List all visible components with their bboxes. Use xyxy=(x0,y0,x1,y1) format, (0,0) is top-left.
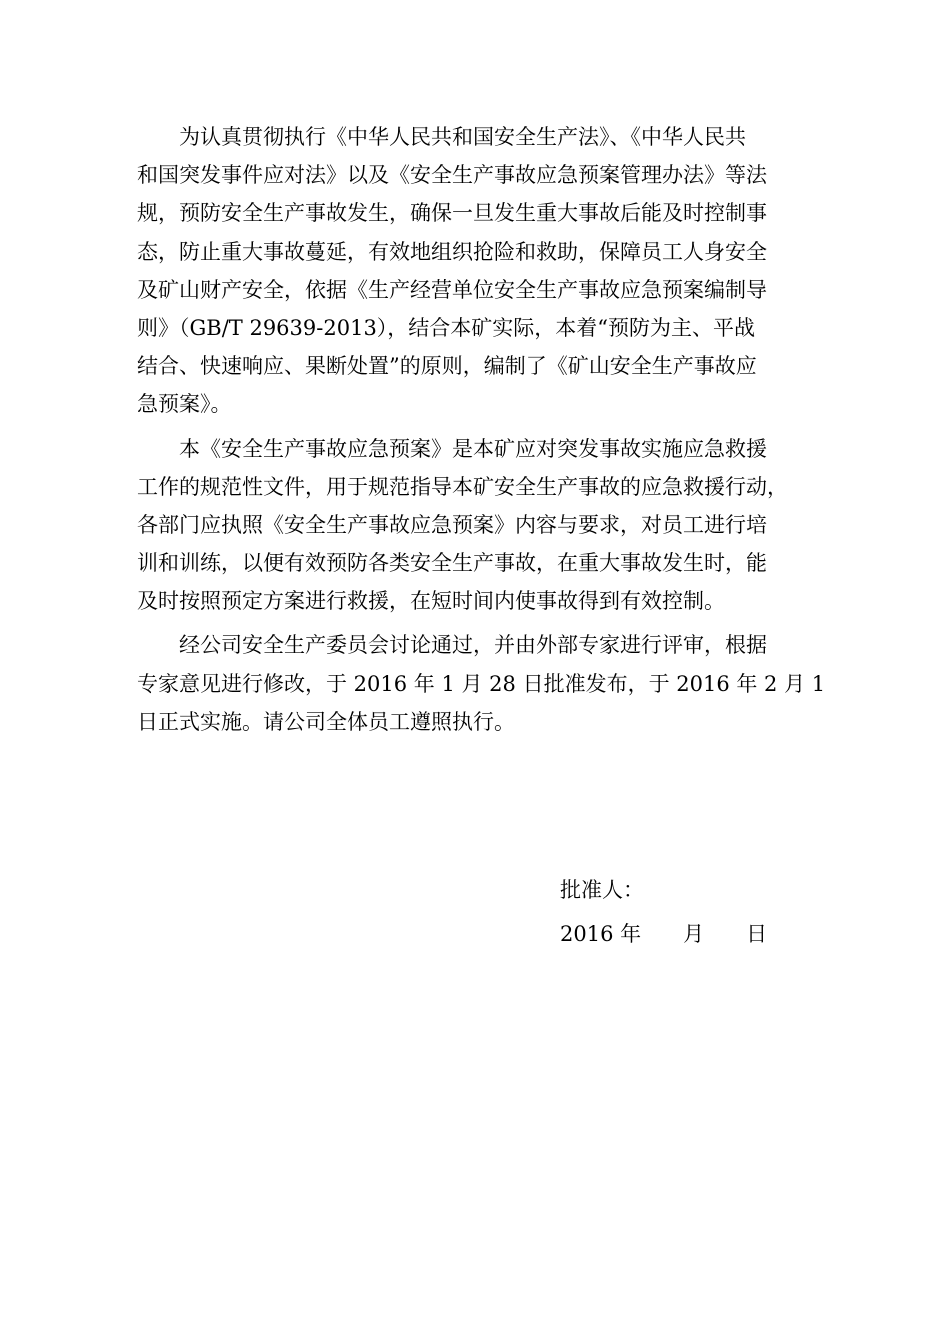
document-body xyxy=(137,118,826,741)
paragraph-preface xyxy=(137,118,817,424)
text-line: 本《安全生产事故应急预案》是本矿应对突发事故实施应急救援 xyxy=(137,436,767,461)
text-line: 态，防止重大事故蔓延，有效地组织抢险和救助，保障员工人身安全 xyxy=(137,239,767,264)
paragraph-approval xyxy=(137,626,826,741)
text-line: 专家意见进行修改，于 2016 年 1 月 28 日批准发布，于 2016 年 2 月 1 xyxy=(137,671,826,696)
text-line: 规，预防安全生产事故发生，确保一旦发生重大事故后能及时控制事 xyxy=(137,201,767,226)
text-line: 则》（GB/T 29639-2013），结合本矿实际，本着“预防为主、平战 xyxy=(137,315,756,340)
approver-label: 批准人： xyxy=(560,878,644,902)
text-line: 训和训练，以便有效预防各类安全生产事故，在重大事故发生时，能 xyxy=(137,551,767,576)
paragraph-purpose xyxy=(137,430,817,621)
text-line: 和国突发事件应对法》以及《安全生产事故应急预案管理办法》等法 xyxy=(137,163,767,188)
signature-block xyxy=(560,870,860,958)
approval-date: 2016 年 月 日 xyxy=(560,922,768,946)
text-line: 及矿山财产安全，依据《生产经营单位安全生产事故应急预案编制导 xyxy=(137,277,767,302)
text-line: 及时按照预定方案进行救援，在短时间内使事故得到有效控制。 xyxy=(137,589,725,614)
text-line: 日正式实施。请公司全体员工遵照执行。 xyxy=(137,709,515,734)
text-line: 结合、快速响应、果断处置”的原则，编制了《矿山安全生产事故应 xyxy=(137,354,757,379)
text-line: 经公司安全生产委员会讨论通过，并由外部专家进行评审，根据 xyxy=(137,633,767,658)
text-line: 为认真贯彻执行《中华人民共和国安全生产法》、《中华人民共 xyxy=(137,125,746,149)
text-line: 急预案》。 xyxy=(137,392,232,417)
text-line: 工作的规范性文件，用于规范指导本矿安全生产事故的应急救援行动， xyxy=(137,474,788,499)
text-line: 各部门应执照《安全生产事故应急预案》内容与要求，对员工进行培 xyxy=(137,512,767,537)
